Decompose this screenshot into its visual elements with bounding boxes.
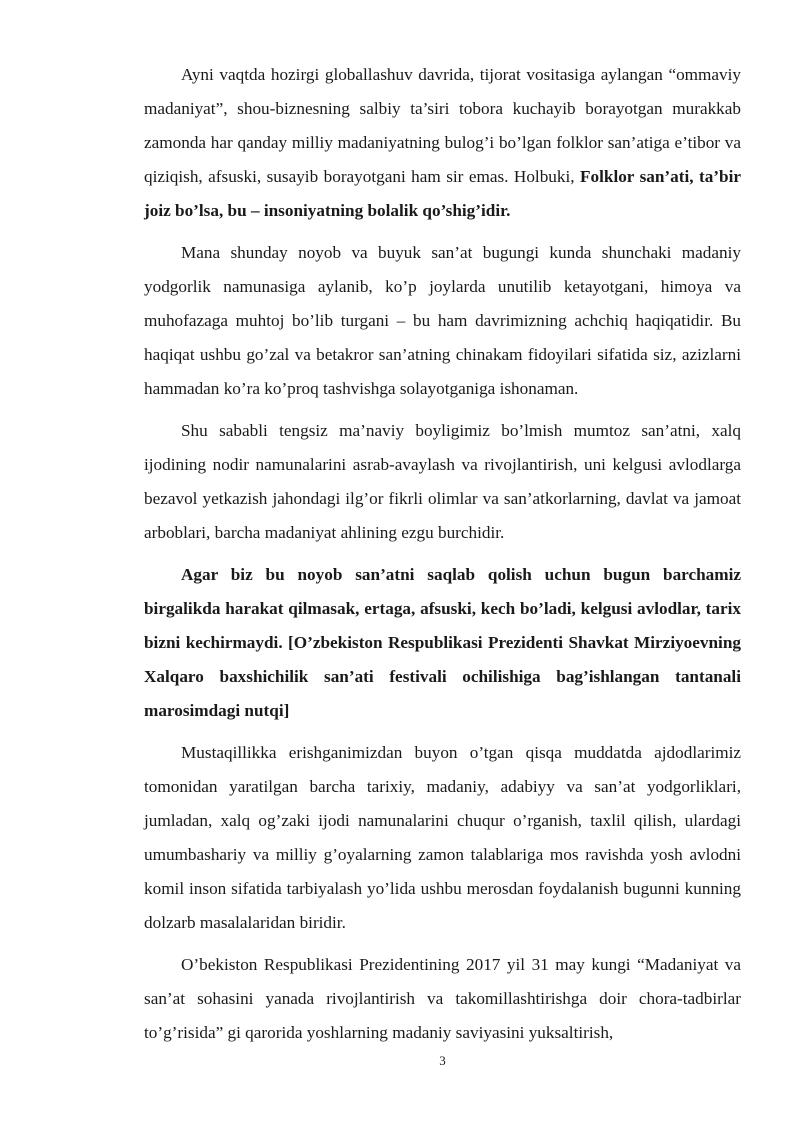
- paragraph-1: [144, 58, 741, 228]
- page-number: 3: [439, 1053, 446, 1068]
- paragraph-5: Mustaqillikka erishganimizdan buyon o’tgan qisqa muddatda ajdodlarimiz tomonidan yaratilgan barcha tarixiy, madaniy, adabiyy va san’at yodgorliklari, jumladan, xalq og’zaki ijodi namunalarini chuqur o’rganish, taxlil qilish, ulardagi umumbashariy va milliy g’oyalarning zamon talablariga mos ravishda yosh avlodni komil inson sifatida tarbiyalash yo’lida ushbu merosdan foydalanish bugunni kunning dolzarb masalalaridan biridir.: [144, 743, 741, 932]
- paragraph-2: Mana shunday noyob va buyuk san’at bugungi kunda shunchaki madaniy yodgorlik namunasiga aylanib, ko’p joylarda unutilib ketayotgani, himoya va muhofazaga muhtoj bo’lib turgani – bu ham davrimizning achchiq haqiqatidir. Bu haqiqat ushbu go’zal va betakror san’atning chinakam fidoyilari sifatida siz, azizlarni hammadan ko’ra ko’proq tashvishga solayotganiga ishonaman.: [144, 243, 741, 398]
- document-body: [144, 58, 741, 1058]
- paragraph-1-bold-quote: Folklor san’ati, ta’bir joiz bo’lsa, bu – insoniyatning bolalik qo’shig’idir.: [144, 167, 741, 220]
- paragraph-3: Shu sababli tengsiz ma’naviy boyligimiz bo’lmish mumtoz san’atni, xalq ijodining nodir namunalarini asrab-avaylash va rivojlantirish, uni kelgusi avlodlarga bezavol yetkazish jahondagi ilg’or fikrli olimlar va san’atkorlarning, davlat va jamoat arboblari, barcha madaniyat ahlining ezgu burchidir.: [144, 421, 741, 542]
- paragraph-4-bold-quote: Agar biz bu noyob san’atni saqlab qolish uchun bugun barchamiz birgalikda harakat qilmasak, ertaga, afsuski, kech bo’ladi, kelgusi avlodlar, tarix bizni kechirmaydi. [O’zbekiston Respublikasi Prezidenti Shavkat Mirziyoevning Xalqaro baxshichilik san’ati festivali ochilishiga bag’ishlangan tantanali marosimdagi nutqi]: [144, 565, 741, 720]
- paragraph-6: O’bekiston Respublikasi Prezidentining 2017 yil 31 may kungi “Madaniyat va san’at sohasini yanada rivojlantirish va takomillashtirishga doir chora-tadbirlar to’g’risida” gi qarorida yoshlarning madaniy saviyasini yuksaltirish,: [144, 955, 741, 1042]
- paragraph-1-text: Ayni vaqtda hozirgi globallashuv davrida, tijorat vositasiga aylangan “ommaviy madaniyat”, shou-biznesning salbiy ta’siri tobora kuchayib borayotgan murakkab zamonda har qanday milliy madaniyatning bulog’i bo’lgan folklor san’atiga e’tibor va qiziqish, afsuski, susayib borayotgani ham sir emas. Holbuki,: [144, 65, 741, 186]
